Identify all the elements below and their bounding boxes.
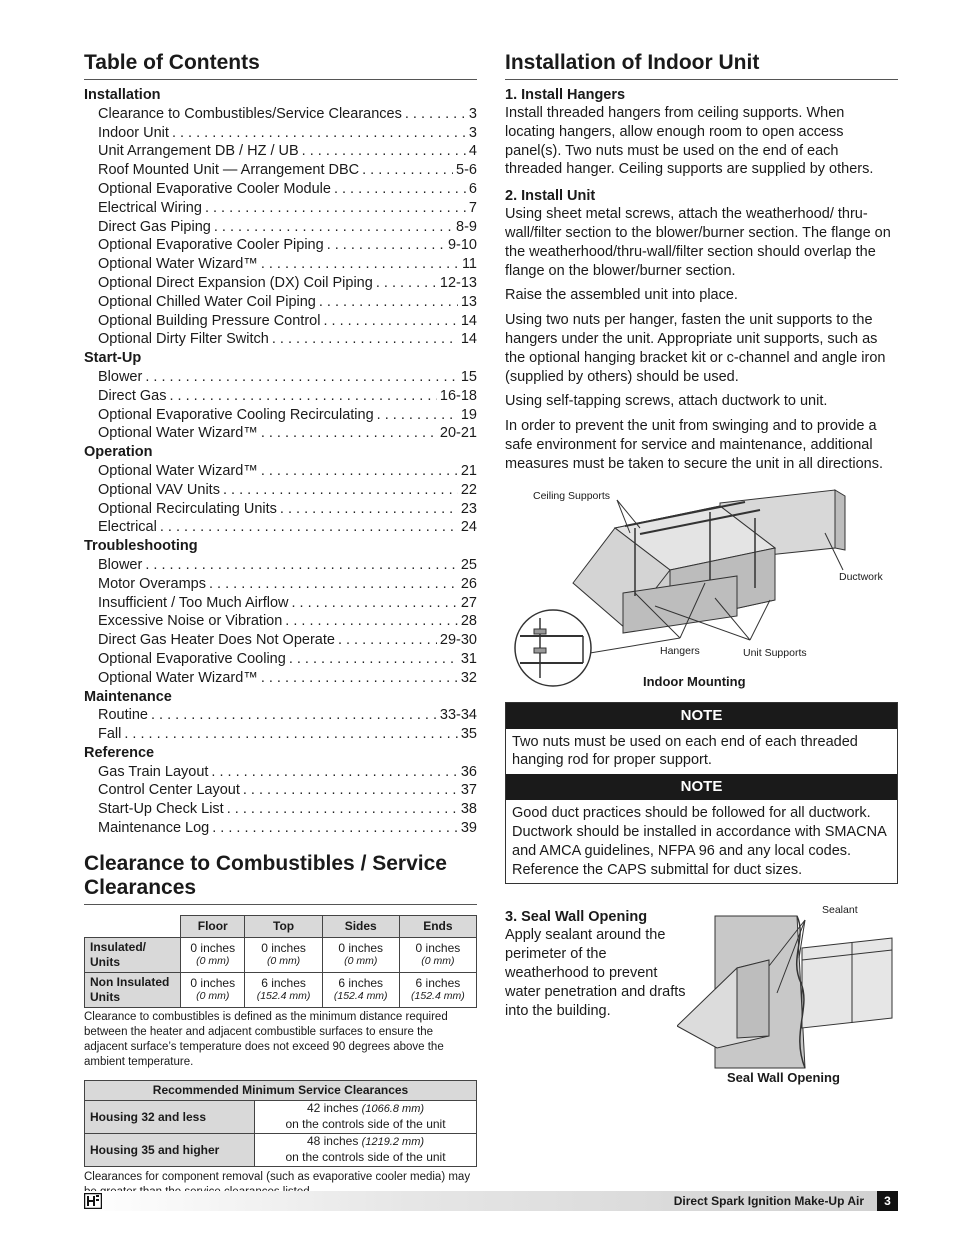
toc-entry[interactable] (84, 763, 477, 782)
toc-entry-page: 37 (460, 782, 477, 799)
cell-mm: (0 mm) (421, 955, 455, 968)
toc-entry-page: 8-9 (456, 218, 477, 235)
toc-leader-dots (302, 142, 466, 161)
toc-entry[interactable] (84, 406, 477, 425)
row-header: Housing 35 and higher (85, 1133, 255, 1166)
toc-entry-page: 36 (460, 763, 477, 780)
col-header-floor: Floor (181, 915, 245, 937)
step3-text: Apply sealant around the perimeter of the weatherhood to prevent water penetration and drafts into the building. (505, 927, 686, 1019)
toc-leader-dots (211, 763, 457, 782)
caption-indoor-mounting: Indoor Mounting (643, 673, 746, 689)
toc-entry[interactable] (84, 142, 477, 161)
toc-leader-dots (261, 255, 459, 274)
toc-group-heading: Maintenance (84, 688, 172, 705)
step2-para2: Raise the assembled unit into place. (505, 287, 738, 304)
seal-wall-section (505, 904, 898, 1098)
toc-group-heading: Reference (84, 744, 155, 761)
toc-entry-page: 25 (460, 556, 477, 573)
left-column (84, 50, 477, 1200)
cell-inches: 6 inches (261, 976, 306, 991)
step2-heading: 2. Install Unit (505, 188, 596, 205)
toc-leader-dots (319, 293, 458, 312)
toc-entry-page: 6 (468, 180, 477, 197)
toc-entry-page: 39 (460, 820, 477, 837)
toc-leader-dots (205, 199, 466, 218)
toc-leader-dots (291, 594, 457, 613)
table-cell (255, 1133, 477, 1166)
table-cell (322, 937, 399, 972)
table-cell (322, 972, 399, 1007)
toc-entry-title: Optional Dirty Filter Switch (98, 331, 269, 348)
toc-entry-page: 11 (461, 256, 477, 273)
clearance-title: Clearance to Combustibles / Service Clearances (84, 852, 477, 905)
toc-entry-title: Optional Water Wizard™ (98, 669, 258, 686)
toc-entry-title: Blower (98, 556, 143, 573)
toc-entry[interactable] (84, 819, 477, 838)
toc-entry-title: Optional Building Pressure Control (98, 312, 321, 329)
toc-entry[interactable] (84, 612, 477, 631)
toc-entry-title: Control Center Layout (98, 782, 240, 799)
cell-mm: (1066.8 mm) (361, 1103, 425, 1116)
toc-leader-dots (362, 161, 453, 180)
toc-entry-page: 33-34 (439, 707, 477, 724)
cell-note: on the controls side of the unit (285, 1150, 446, 1165)
row-header: Housing 32 and less (85, 1100, 255, 1133)
toc-entry-title: Fall (98, 726, 122, 743)
step1-heading: 1. Install Hangers (505, 87, 626, 103)
note-box-1 (505, 702, 898, 885)
toc-entry-page: 27 (460, 594, 477, 611)
table-cell (255, 1100, 477, 1133)
cell-inches: 42 inches (306, 1101, 359, 1116)
toc-leader-dots (338, 631, 437, 650)
toc-entry[interactable] (84, 293, 477, 312)
toc-leader-dots (272, 330, 458, 349)
toc-entry-page: 4 (468, 143, 477, 160)
cell-mm: (152.4 mm) (333, 990, 388, 1003)
toc-entry[interactable] (84, 330, 477, 349)
clearance-footnote: Clearances for component removal (such as evaporative cooler media) may (84, 1170, 471, 1183)
toc-entry-title: Optional Evaporative Cooling Recirculating (98, 406, 374, 423)
toc-entry[interactable] (84, 368, 477, 387)
toc-leader-dots (151, 706, 437, 725)
table-cell (245, 972, 322, 1007)
cell-inches: 0 inches (190, 976, 236, 991)
table-of-contents (84, 86, 477, 838)
toc-entry-page: 38 (460, 801, 477, 818)
table-cell (181, 972, 245, 1007)
toc-entry[interactable] (84, 424, 477, 443)
toc-entry-title: Routine (98, 707, 148, 724)
table-cell (399, 972, 476, 1007)
toc-entry-title: Insufficient / Too Much Airflow (98, 594, 289, 611)
table-row (85, 937, 477, 972)
table-row (85, 1133, 477, 1166)
toc-leader-dots (214, 218, 453, 237)
clearance-definition: Clearance to combustibles is defined as the minimum distance required between the heater and adjacent combustible surfaces to ensure the adjacent surface’s temperature does not exceed 90 degrees above the ambient temperature. (84, 1010, 448, 1068)
toc-entry-title: Optional VAV Units (98, 481, 220, 498)
toc-entry[interactable] (84, 462, 477, 481)
cell-note: on the controls side of the unit (285, 1117, 446, 1132)
toc-entry-title: Direct Gas Piping (98, 218, 211, 235)
right-column (505, 50, 898, 1098)
step1-text: Install threaded hangers from ceiling supports. When locating hangers, allow enough room to open access panel(s). Two nuts must be used on the end of each threaded hanger. Ceiling supports are supplied by others. (505, 105, 874, 178)
step3-heading: 3. Seal Wall Opening (505, 909, 648, 926)
toc-leader-dots (160, 518, 458, 537)
toc-leader-dots (285, 612, 458, 631)
toc-entry-title: Electrical Wiring (98, 199, 202, 216)
toc-entry-page: 29-30 (439, 632, 477, 649)
footer-title: Direct Spark Ignition Make-Up Air (673, 1194, 864, 1208)
toc-entry-title: Clearance to Combustibles/Service Clearances (98, 105, 402, 122)
clearance-table (84, 915, 477, 1008)
cell-mm: (152.4 mm) (411, 990, 465, 1003)
toc-leader-dots (209, 575, 458, 594)
toc-entry[interactable] (84, 725, 477, 744)
toc-title: Table of Contents (84, 50, 477, 80)
toc-leader-dots (405, 105, 466, 124)
toc-entry[interactable] (84, 781, 477, 800)
toc-entry[interactable] (84, 236, 477, 255)
toc-leader-dots (261, 462, 458, 481)
table-row (85, 1100, 477, 1133)
toc-entry-title: Optional Direct Expansion (DX) Coil Piping (98, 274, 373, 291)
label-ductwork: Ductwork (839, 570, 883, 583)
toc-entry-page: 7 (468, 199, 477, 216)
toc-entry-title: Optional Water Wizard™ (98, 462, 258, 479)
toc-leader-dots (145, 556, 458, 575)
row-header: Non Insulated Units (85, 972, 181, 1007)
toc-entry-page: 13 (460, 293, 477, 310)
toc-entry-page: 12-13 (439, 274, 477, 291)
cell-inches: 6 inches (415, 976, 461, 991)
toc-entry-title: Start-Up Check List (98, 801, 224, 818)
toc-entry[interactable] (84, 255, 477, 274)
step2-para5: In order to prevent the unit from swinging and to provide a safe environment for service and maintenance, additional measures must be taken to secure the unit in all directions. (505, 418, 883, 472)
toc-leader-dots (280, 500, 458, 519)
toc-entry-page: 15 (460, 368, 477, 385)
toc-entry-page: 21 (460, 462, 477, 479)
toc-leader-dots (145, 368, 458, 387)
note-heading: NOTE (506, 774, 897, 800)
toc-entry[interactable] (84, 199, 477, 218)
toc-entry-title: Optional Evaporative Cooler Module (98, 180, 331, 197)
toc-leader-dots (172, 124, 466, 143)
cell-mm: (1219.2 mm) (361, 1136, 425, 1149)
toc-entry[interactable] (84, 518, 477, 537)
table-cell (181, 937, 245, 972)
cell-mm: (0 mm) (196, 990, 230, 1003)
toc-entry-title: Optional Water Wizard™ (98, 256, 258, 273)
row-header: Insulated/ Units (85, 937, 181, 972)
toc-entry-title: Electrical (98, 519, 157, 536)
note-heading: NOTE (506, 703, 897, 729)
toc-entry[interactable] (84, 556, 477, 575)
caption-seal-wall-opening: Seal Wall Opening (727, 1070, 840, 1086)
cell-inches: 0 inches (415, 941, 461, 956)
cell-inches: 0 inches (338, 941, 384, 956)
toc-entry[interactable] (84, 575, 477, 594)
toc-entry-title: Unit Arrangement DB / HZ / UB (98, 143, 299, 160)
toc-entry[interactable] (84, 500, 477, 519)
toc-entry-title: Roof Mounted Unit — Arrangement DBC (98, 162, 360, 179)
toc-entry-page: 3 (468, 105, 477, 122)
toc-entry-page: 32 (460, 669, 477, 686)
toc-entry[interactable] (84, 218, 477, 237)
toc-entry-page: 19 (460, 406, 477, 423)
toc-leader-dots (289, 650, 458, 669)
toc-entry[interactable] (84, 124, 477, 143)
note-text: Two nuts must be used on each end of each threaded hanging rod for proper support. (512, 733, 858, 769)
toc-entry-page: 24 (460, 519, 477, 536)
toc-entry-page: 35 (460, 726, 477, 743)
toc-leader-dots (261, 669, 458, 688)
toc-entry-page: 23 (460, 500, 477, 517)
toc-group-heading: Troubleshooting (84, 538, 198, 555)
cell-mm: (0 mm) (344, 955, 378, 968)
service-table-header: Recommended Minimum Service Clearances (85, 1080, 477, 1100)
toc-entry-page: 26 (460, 575, 477, 592)
table-row (85, 972, 477, 1007)
indoor-mounting-figure (505, 488, 898, 716)
cell-inches: 0 inches (190, 941, 236, 956)
toc-group-heading: Installation (84, 87, 161, 103)
toc-entry-title: Direct Gas (98, 387, 167, 404)
toc-entry-page: 22 (460, 481, 477, 498)
toc-leader-dots (323, 312, 457, 331)
page-number: 3 (877, 1191, 898, 1211)
service-clearance-table (84, 1080, 477, 1167)
label-hangers: Hangers (660, 644, 700, 657)
toc-entry-title: Optional Evaporative Cooling (98, 650, 286, 667)
note-text: Good duct practices should be followed for all ductwork. Ductwork should be installed in accordance with SMACNA and AMCA guidelines, NFPA 96 and any local codes. Reference the CAPS submittal for duct sizes. (512, 805, 886, 878)
toc-entry-page: 3 (468, 124, 477, 141)
toc-group-heading: Start-Up (84, 350, 142, 367)
label-ceiling-supports: Ceiling Supports (533, 489, 611, 502)
table-cell (399, 937, 476, 972)
toc-entry-page: 20-21 (439, 425, 477, 442)
toc-leader-dots (170, 387, 437, 406)
toc-entry[interactable] (84, 387, 477, 406)
install-title: Installation of Indoor Unit (505, 50, 898, 80)
toc-entry[interactable] (84, 669, 477, 688)
toc-entry-title: Optional Recirculating Units (98, 500, 277, 517)
cell-inches: 0 inches (261, 941, 306, 956)
toc-entry-title: Optional Evaporative Cooler Piping (98, 237, 324, 254)
table-cell (245, 937, 322, 972)
toc-entry[interactable] (84, 105, 477, 124)
toc-entry[interactable] (84, 481, 477, 500)
toc-entry[interactable] (84, 650, 477, 669)
col-header-sides: Sides (322, 915, 399, 937)
toc-leader-dots (377, 406, 458, 425)
toc-entry-title: Blower (98, 368, 143, 385)
toc-entry[interactable] (84, 161, 477, 180)
toc-leader-dots (327, 236, 445, 255)
cell-inches: 6 inches (338, 976, 384, 991)
seal-wall-illustration (677, 908, 897, 1078)
cell-inches: 48 inches (306, 1134, 359, 1149)
cell-mm: (152.4 mm) (256, 990, 311, 1003)
toc-entry-title: Excessive Noise or Vibration (98, 613, 283, 630)
toc-entry[interactable] (84, 706, 477, 725)
toc-entry[interactable] (84, 631, 477, 650)
brand-logo-icon (84, 1193, 102, 1209)
col-header-top: Top (245, 915, 322, 937)
cell-mm: (0 mm) (266, 955, 301, 968)
toc-entry-page: 14 (460, 331, 477, 348)
toc-entry-title: Optional Water Wizard™ (98, 425, 258, 442)
toc-leader-dots (334, 180, 466, 199)
toc-entry[interactable] (84, 594, 477, 613)
toc-entry[interactable] (84, 800, 477, 819)
toc-leader-dots (227, 800, 458, 819)
toc-leader-dots (261, 424, 437, 443)
toc-entry-page: 5-6 (456, 162, 477, 179)
toc-entry-page: 14 (460, 312, 477, 329)
toc-entry-title: Gas Train Layout (98, 763, 209, 780)
step2-para1: Using sheet metal screws, attach the weatherhood/ thru-wall/filter section to the blower/burner section. The flange on the weatherhood/thru-wall/filter section should overlap the flange on the blower/burner section. (505, 206, 891, 279)
toc-entry-page: 16-18 (439, 387, 477, 404)
label-unit-supports: Unit Supports (743, 646, 807, 659)
toc-entry-page: 28 (460, 613, 477, 630)
toc-entry-title: Direct Gas Heater Does Not Operate (98, 632, 335, 649)
toc-entry[interactable] (84, 312, 477, 331)
toc-entry[interactable] (84, 274, 477, 293)
toc-entry-page: 31 (460, 650, 477, 667)
toc-entry[interactable] (84, 180, 477, 199)
toc-leader-dots (223, 481, 458, 500)
step2-para4: Using self-tapping screws, attach ductwork to unit. (505, 393, 828, 410)
toc-leader-dots (212, 819, 458, 838)
toc-entry-title: Indoor Unit (98, 124, 169, 141)
cell-mm: (0 mm) (196, 955, 230, 968)
toc-entry-title: Optional Chilled Water Coil Piping (98, 293, 316, 310)
toc-entry-title: Motor Overamps (98, 575, 206, 592)
toc-leader-dots (243, 781, 458, 800)
step2-para3: Using two nuts per hanger, fasten the unit supports to the hangers under the unit. Appropriate unit supports, such as the optional hanging bracket kit or c-channel and angle iron (supplied by others) should be used. (505, 312, 886, 385)
toc-entry-page: 9-10 (447, 237, 477, 254)
toc-group-heading: Operation (84, 444, 153, 461)
toc-entry-title: Maintenance Log (98, 820, 210, 837)
toc-leader-dots (376, 274, 437, 293)
col-header-ends: Ends (399, 915, 476, 937)
label-sealant: Sealant (822, 904, 858, 917)
toc-leader-dots (124, 725, 457, 744)
